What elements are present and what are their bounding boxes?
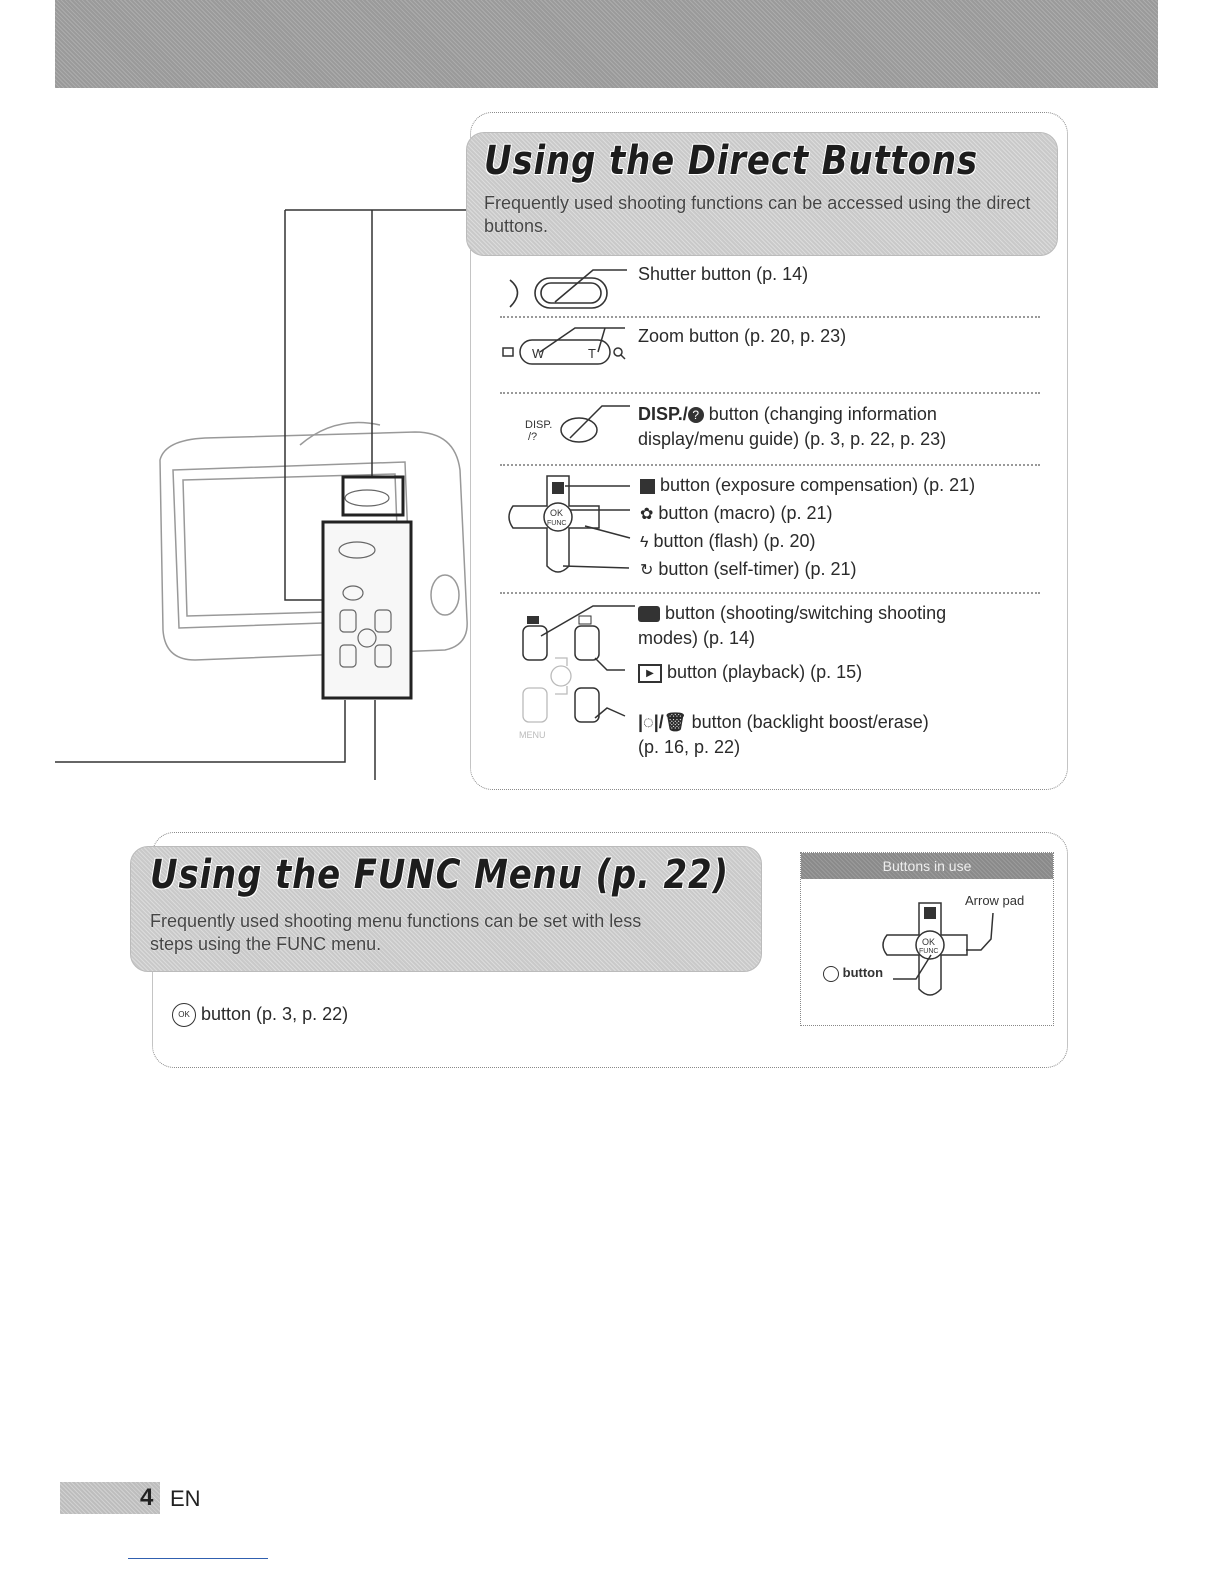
playback-icon: ▶ bbox=[638, 664, 662, 683]
func-menu-title: Using the FUNC Menu (p. 22) bbox=[150, 852, 729, 898]
usage-ok-label: OK bbox=[922, 937, 936, 947]
arrow-pad-icon bbox=[505, 470, 635, 582]
zoom-w-label: W bbox=[532, 346, 545, 361]
divider-4 bbox=[500, 592, 1040, 594]
ok-func-icon: OK bbox=[172, 1003, 196, 1027]
flash-icon: ϟ bbox=[640, 534, 649, 551]
shutter-button-icon bbox=[505, 262, 630, 317]
page-language: EN bbox=[170, 1486, 201, 1511]
disp-button-label bbox=[638, 402, 937, 426]
shooting-text: button (shooting/switching shooting bbox=[660, 603, 947, 623]
page-number: 4 bbox=[140, 1484, 154, 1511]
backlight-button-label bbox=[638, 710, 929, 734]
exposure-button-label bbox=[640, 473, 975, 497]
macro-text: button (macro) (p. 21) bbox=[653, 503, 833, 523]
help-icon: ? bbox=[688, 407, 704, 423]
func-button-label bbox=[172, 1002, 348, 1027]
playback-text: button (playback) (p. 15) bbox=[662, 662, 863, 682]
disp-button-label-line2: display/menu guide) (p. 3, p. 22, p. 23) bbox=[638, 429, 947, 449]
shooting-button-label bbox=[638, 601, 946, 625]
usage-ok-text: button bbox=[842, 965, 884, 980]
selftimer-text: button (self-timer) (p. 21) bbox=[653, 559, 857, 579]
svg-text:/?: /? bbox=[528, 431, 538, 443]
playback-button-label bbox=[638, 660, 862, 684]
zoom-button-icon bbox=[500, 322, 630, 372]
disp-button-icon bbox=[522, 400, 632, 448]
bottom-rule bbox=[128, 1558, 268, 1559]
func-menu-subtitle: Frequently used shooting menu functions can be set with less steps using the FUNC menu. bbox=[150, 911, 642, 954]
disp-small-label: DISP. bbox=[525, 419, 553, 431]
direct-buttons-subtitle: Frequently used shooting functions can be accessed using the direct buttons. bbox=[484, 193, 1031, 236]
disp-line1: button (changing information bbox=[703, 404, 937, 424]
usage-ok-icon bbox=[823, 966, 839, 982]
arrow-pad-label: Arrow pad bbox=[965, 893, 1025, 908]
ok-small-label: OK bbox=[550, 508, 564, 518]
backlight-button-label-line2: (p. 16, p. 22) bbox=[638, 737, 741, 757]
macro-icon: ✿ bbox=[640, 506, 654, 523]
macro-button-label bbox=[640, 501, 832, 527]
header-band bbox=[55, 0, 1158, 88]
backlight-erase-icon: |◌|/🗑 bbox=[638, 712, 687, 732]
mode-buttons-icon bbox=[515, 598, 640, 758]
shooting-button-label-line2: modes) (p. 14) bbox=[638, 628, 756, 648]
menu-small-label: MENU bbox=[519, 730, 546, 740]
selftimer-icon: ↻ bbox=[640, 562, 654, 579]
divider-3 bbox=[500, 464, 1040, 466]
camera-illustration bbox=[55, 200, 475, 780]
backlight-text: button (backlight boost/erase) bbox=[686, 712, 929, 732]
zoom-button-label: Zoom button (p. 20, p. 23) bbox=[638, 326, 847, 346]
func-small-label: FUNC bbox=[547, 520, 567, 527]
buttons-in-use-heading: Buttons in use bbox=[801, 853, 1053, 879]
usage-func-label: FUNC bbox=[919, 948, 939, 955]
camera-icon bbox=[638, 606, 660, 622]
exposure-icon bbox=[640, 479, 655, 494]
exposure-text: button (exposure compensation) (p. 21) bbox=[655, 475, 976, 495]
shutter-button-label: Shutter button (p. 14) bbox=[638, 264, 809, 284]
flash-text: button (flash) (p. 20) bbox=[648, 531, 816, 551]
buttons-in-use-box bbox=[800, 852, 1054, 1026]
zoom-t-label: T bbox=[588, 346, 596, 361]
disp-prefix: DISP./ bbox=[638, 404, 688, 424]
usage-arrow-pad-icon bbox=[871, 893, 1041, 1013]
func-button-text: button (p. 3, p. 22) bbox=[196, 1004, 349, 1024]
ok-button-label bbox=[823, 965, 883, 982]
flash-button-label bbox=[640, 529, 816, 555]
direct-buttons-title: Using the Direct Buttons bbox=[484, 138, 979, 184]
divider-2 bbox=[500, 392, 1040, 394]
divider-1 bbox=[500, 316, 1040, 318]
selftimer-button-label bbox=[640, 557, 856, 583]
